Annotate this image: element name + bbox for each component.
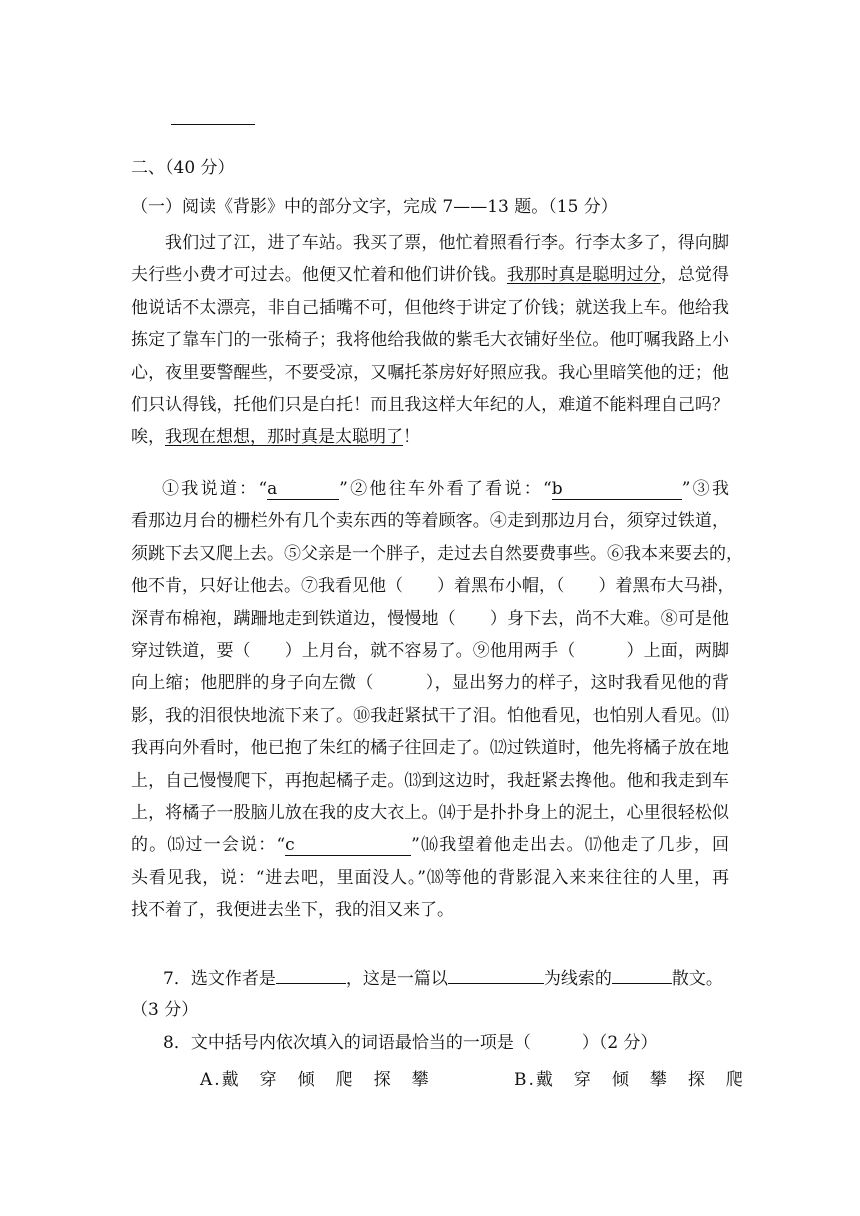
paragraph-text: ，总觉得: [660, 265, 730, 286]
question-text: 7．选文作者是: [163, 969, 276, 989]
paragraph-text: 夫行些小费才可过去。他便又忙着和他们讲价钱。: [131, 265, 507, 286]
paragraph-line: 看那边月台的栅栏外有几个卖东西的等着顾客。④走到那边月台，须穿过铁道，: [131, 511, 729, 532]
paragraph-text: ”⒃我望着他走出去。⒄他走了几步，回: [411, 835, 729, 856]
paragraph-text: ”②他往车外看了看说：“: [339, 479, 552, 499]
option-b[interactable]: B.戴 穿 倾 攀 探 爬: [514, 1070, 745, 1090]
paragraph-line: 他不肯，只好让他去。⑦我看见他（ ）着黑布小帽，（ ）着黑布大马褂，: [131, 576, 735, 597]
paragraph-line: [131, 829, 729, 861]
blank-a[interactable]: a: [267, 479, 339, 500]
question-8-stem: 8．文中括号内依次填入的词语最恰当的一项是（ ）（2 分）: [163, 1033, 658, 1053]
blank-clue[interactable]: [448, 983, 544, 984]
paragraph-line: [131, 473, 729, 505]
paragraph-line: 心，夜里要警醒些，不要受凉，又嘱托茶房好好照应我。我心里暗笑他的迂；他: [131, 362, 729, 383]
section-header: 二、（40 分）: [131, 158, 235, 178]
paragraph-line: 深青布棉袍，蹒跚地走到铁道边，慢慢地（ ）身下去，尚不大难。⑧可是他: [131, 608, 729, 629]
blank-genre[interactable]: [612, 983, 672, 984]
paragraph-line: 们只认得钱，托他们只是白托！而且我这样大年纪的人，难道不能料理自己吗？: [131, 394, 729, 415]
blank-author[interactable]: [276, 983, 346, 984]
paragraph-line: 拣定了靠车门的一张椅子；我将他给我做的紫毛大衣铺好坐位。他叮嘱我路上小: [131, 330, 729, 351]
question-text: 为线索的: [543, 969, 612, 989]
question-text: ，这是一篇以: [345, 969, 448, 989]
paragraph-text: ①我说道：“: [162, 479, 268, 499]
top-dash-line: [171, 124, 255, 125]
paragraph-line: 上，将橘子一股脑儿放在我的皮大衣上。⒁于是扑扑身上的泥土，心里很轻松似: [131, 802, 729, 823]
paragraph-line: 头看见我，说：“进去吧，里面没人。”⒅等他的背影混入来来往往的人里，再: [131, 867, 729, 888]
blank-b[interactable]: b: [552, 479, 682, 500]
paragraph-text: 唉，: [131, 427, 165, 448]
paragraph-text: ”③我: [681, 479, 729, 499]
paragraph-line: 穿过铁道，要（ ）上月台，就不容易了。⑨他用两手（ ）上面，两脚: [131, 640, 729, 661]
paragraph-line: 须跳下去又爬上去。⑤父亲是一个胖子，走过去自然要费事些。⑥我本来要去的，: [131, 543, 743, 564]
subsection-header: （一）阅读《背影》中的部分文字，完成 7——13 题。（15 分）: [131, 197, 618, 217]
underlined-sentence-2: 我现在想想，那时真是太聪明了: [165, 427, 403, 448]
paragraph-line: 找不着了，我便进去坐下，我的泪又来了。: [131, 900, 454, 921]
question-7: [163, 968, 723, 990]
paragraph-line: 我们过了江，进了车站。我买了票，他忙着照看行李。行李太多了，得向脚: [165, 233, 729, 253]
underlined-sentence-1: 我那时真是聪明过分: [506, 265, 661, 286]
paragraph-line: 我再向外看时，他已抱了朱红的橘子往回走了。⑿过铁道时，他先将橘子放在地: [131, 738, 729, 759]
paragraph-text: 的。⒂过一会说：“: [131, 835, 286, 856]
paragraph-line: 上，自己慢慢爬下，再抱起橘子走。⒀到这边时，我赶紧去搀他。他和我走到车: [131, 770, 729, 791]
blank-c[interactable]: c: [285, 835, 411, 856]
question-7-score: （3 分）: [131, 1000, 199, 1020]
paragraph-line: 他说话不太漂亮，非自己插嘴不可，但他终于讲定了价钱；就送我上车。他给我: [131, 297, 729, 318]
paragraph-line: 向上缩；他肥胖的身子向左微（ ），显出努力的样子，这时我看见他的背: [131, 673, 729, 694]
passage-paragraph-2: [131, 473, 743, 926]
paragraph-text: ！: [403, 427, 420, 448]
question-text: 散文。: [671, 969, 723, 989]
paragraph-line: [131, 421, 729, 453]
paragraph-line: [131, 259, 729, 291]
option-a[interactable]: A.戴 穿 倾 爬 探 攀: [200, 1070, 431, 1090]
paragraph-line: 影，我的泪很快地流下来了。⑩我赶紧拭干了泪。怕他看见，也怕别人看见。⑾: [131, 705, 729, 726]
passage-paragraph-1: [131, 227, 729, 454]
